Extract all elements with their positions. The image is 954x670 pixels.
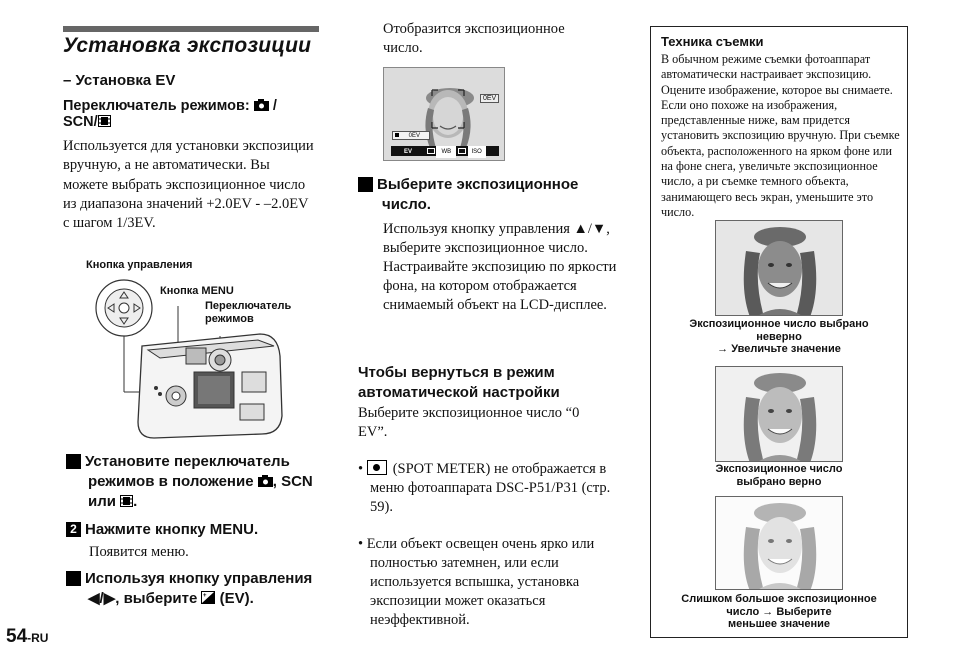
step-3: 3 Используя кнопку управления ◀/▶, выберите + (EV).	[59, 570, 313, 607]
intro-paragraph: Используется для установки экспозиции вручную, а не автоматически. Вы можете выбрать экспозиционное число из диапазона значений +2.0EV - –2.0EV с шагом 1/3EV.	[63, 138, 314, 232]
step-number: 2	[66, 522, 81, 537]
lcd-menu-bar	[391, 146, 499, 156]
lcd-tab-focus	[458, 148, 466, 154]
photo-overexposed	[715, 496, 843, 590]
caption-correct: Экспозиционное число выбрано верно	[715, 463, 843, 488]
title-rule	[63, 26, 319, 32]
camera-icon	[254, 98, 273, 114]
lcd-tab-iso: ISO	[468, 146, 486, 158]
caption-underexposed: Экспозиционное число выбрано неверно → Увеличьте значение	[689, 318, 869, 355]
lcd-ev-scale: 0EV	[392, 131, 430, 140]
photo-underexposed	[715, 220, 843, 316]
movie-icon	[98, 114, 111, 130]
note-spot-meter: • (SPOT METER) не отображается в меню фотоаппарата DSC-P51/P31 (стр. 59).	[358, 461, 611, 515]
ev-display-note: Отобразится экспозиционное число.	[383, 21, 565, 56]
caption-overexposed: Слишком большое экспозиционное число → Выберите меньшее значение	[681, 593, 877, 630]
step-2-result: Появится меню.	[89, 544, 189, 560]
step-4-body: Используя кнопку управления ▲/▼, выберите экспозиционное число. Настраивайте экспозицию по яркости фона, на котором отображается снимаемый объект на LCD-дисплее.	[383, 221, 617, 313]
page-number: 54-RU	[6, 626, 49, 647]
lcd-tab-ev: EV	[403, 149, 412, 155]
camera-diagram	[90, 276, 290, 441]
ev-icon	[201, 590, 215, 607]
page-title: Установка экспозиции	[63, 34, 312, 57]
auto-mode-heading: Чтобы вернуться в режим автоматической настройки	[358, 364, 560, 401]
photo-correct	[715, 366, 843, 462]
control-button-label: Кнопка управления	[86, 259, 193, 271]
lcd-screen-illustration	[383, 67, 505, 161]
step-number: 1	[66, 454, 81, 469]
svg-text:+: +	[203, 593, 207, 599]
lcd-tab-wb: WB	[436, 146, 456, 158]
step-2: 2 Нажмите кнопку MENU.	[66, 520, 321, 540]
mode-switch-heading: Переключатель режимов: / SCN/	[63, 98, 277, 130]
menu-button-label: Кнопка MENU	[160, 285, 234, 297]
ev-heading: – Установка EV	[63, 72, 176, 89]
lcd-ev-readout: 0EV	[480, 94, 499, 103]
step-1: 1 Установите переключатель режимов в положение , SCN или .	[59, 453, 313, 510]
step-number: 3	[66, 571, 81, 586]
movie-icon	[120, 493, 133, 510]
camera-icon	[258, 473, 273, 490]
auto-mode-body: Выберите экспозиционное число “0 EV”.	[358, 405, 580, 440]
spot-meter-icon	[367, 460, 387, 475]
tip-title: Техника съемки	[661, 34, 764, 49]
note-exposure: • Если объект освещен очень ярко или полностью затемнен, или если используется вспышка, установка экспозиции может оказаться неэффективной.	[358, 536, 595, 628]
step-4: 4 Выберите экспозиционное число.	[350, 176, 579, 213]
lcd-tab-metering	[427, 148, 435, 154]
step-number: 4	[358, 177, 373, 192]
mode-switch-label: Переключатель режимов	[205, 300, 292, 325]
tip-body: В обычном режиме съемки фотоаппарат автоматически настраивает экспозицию. Оцените изображение, которое вы снимаете. Если оно похоже на изображения, представленные ниже, вам придется установить экспозицию вручную. При съемке объекта, расположенного на ярком фоне или на фоне снега, увеличьте экспозиционное число, а ри съемке темного объекта, занимающего весь экран, уменьшите это число.	[661, 52, 900, 219]
